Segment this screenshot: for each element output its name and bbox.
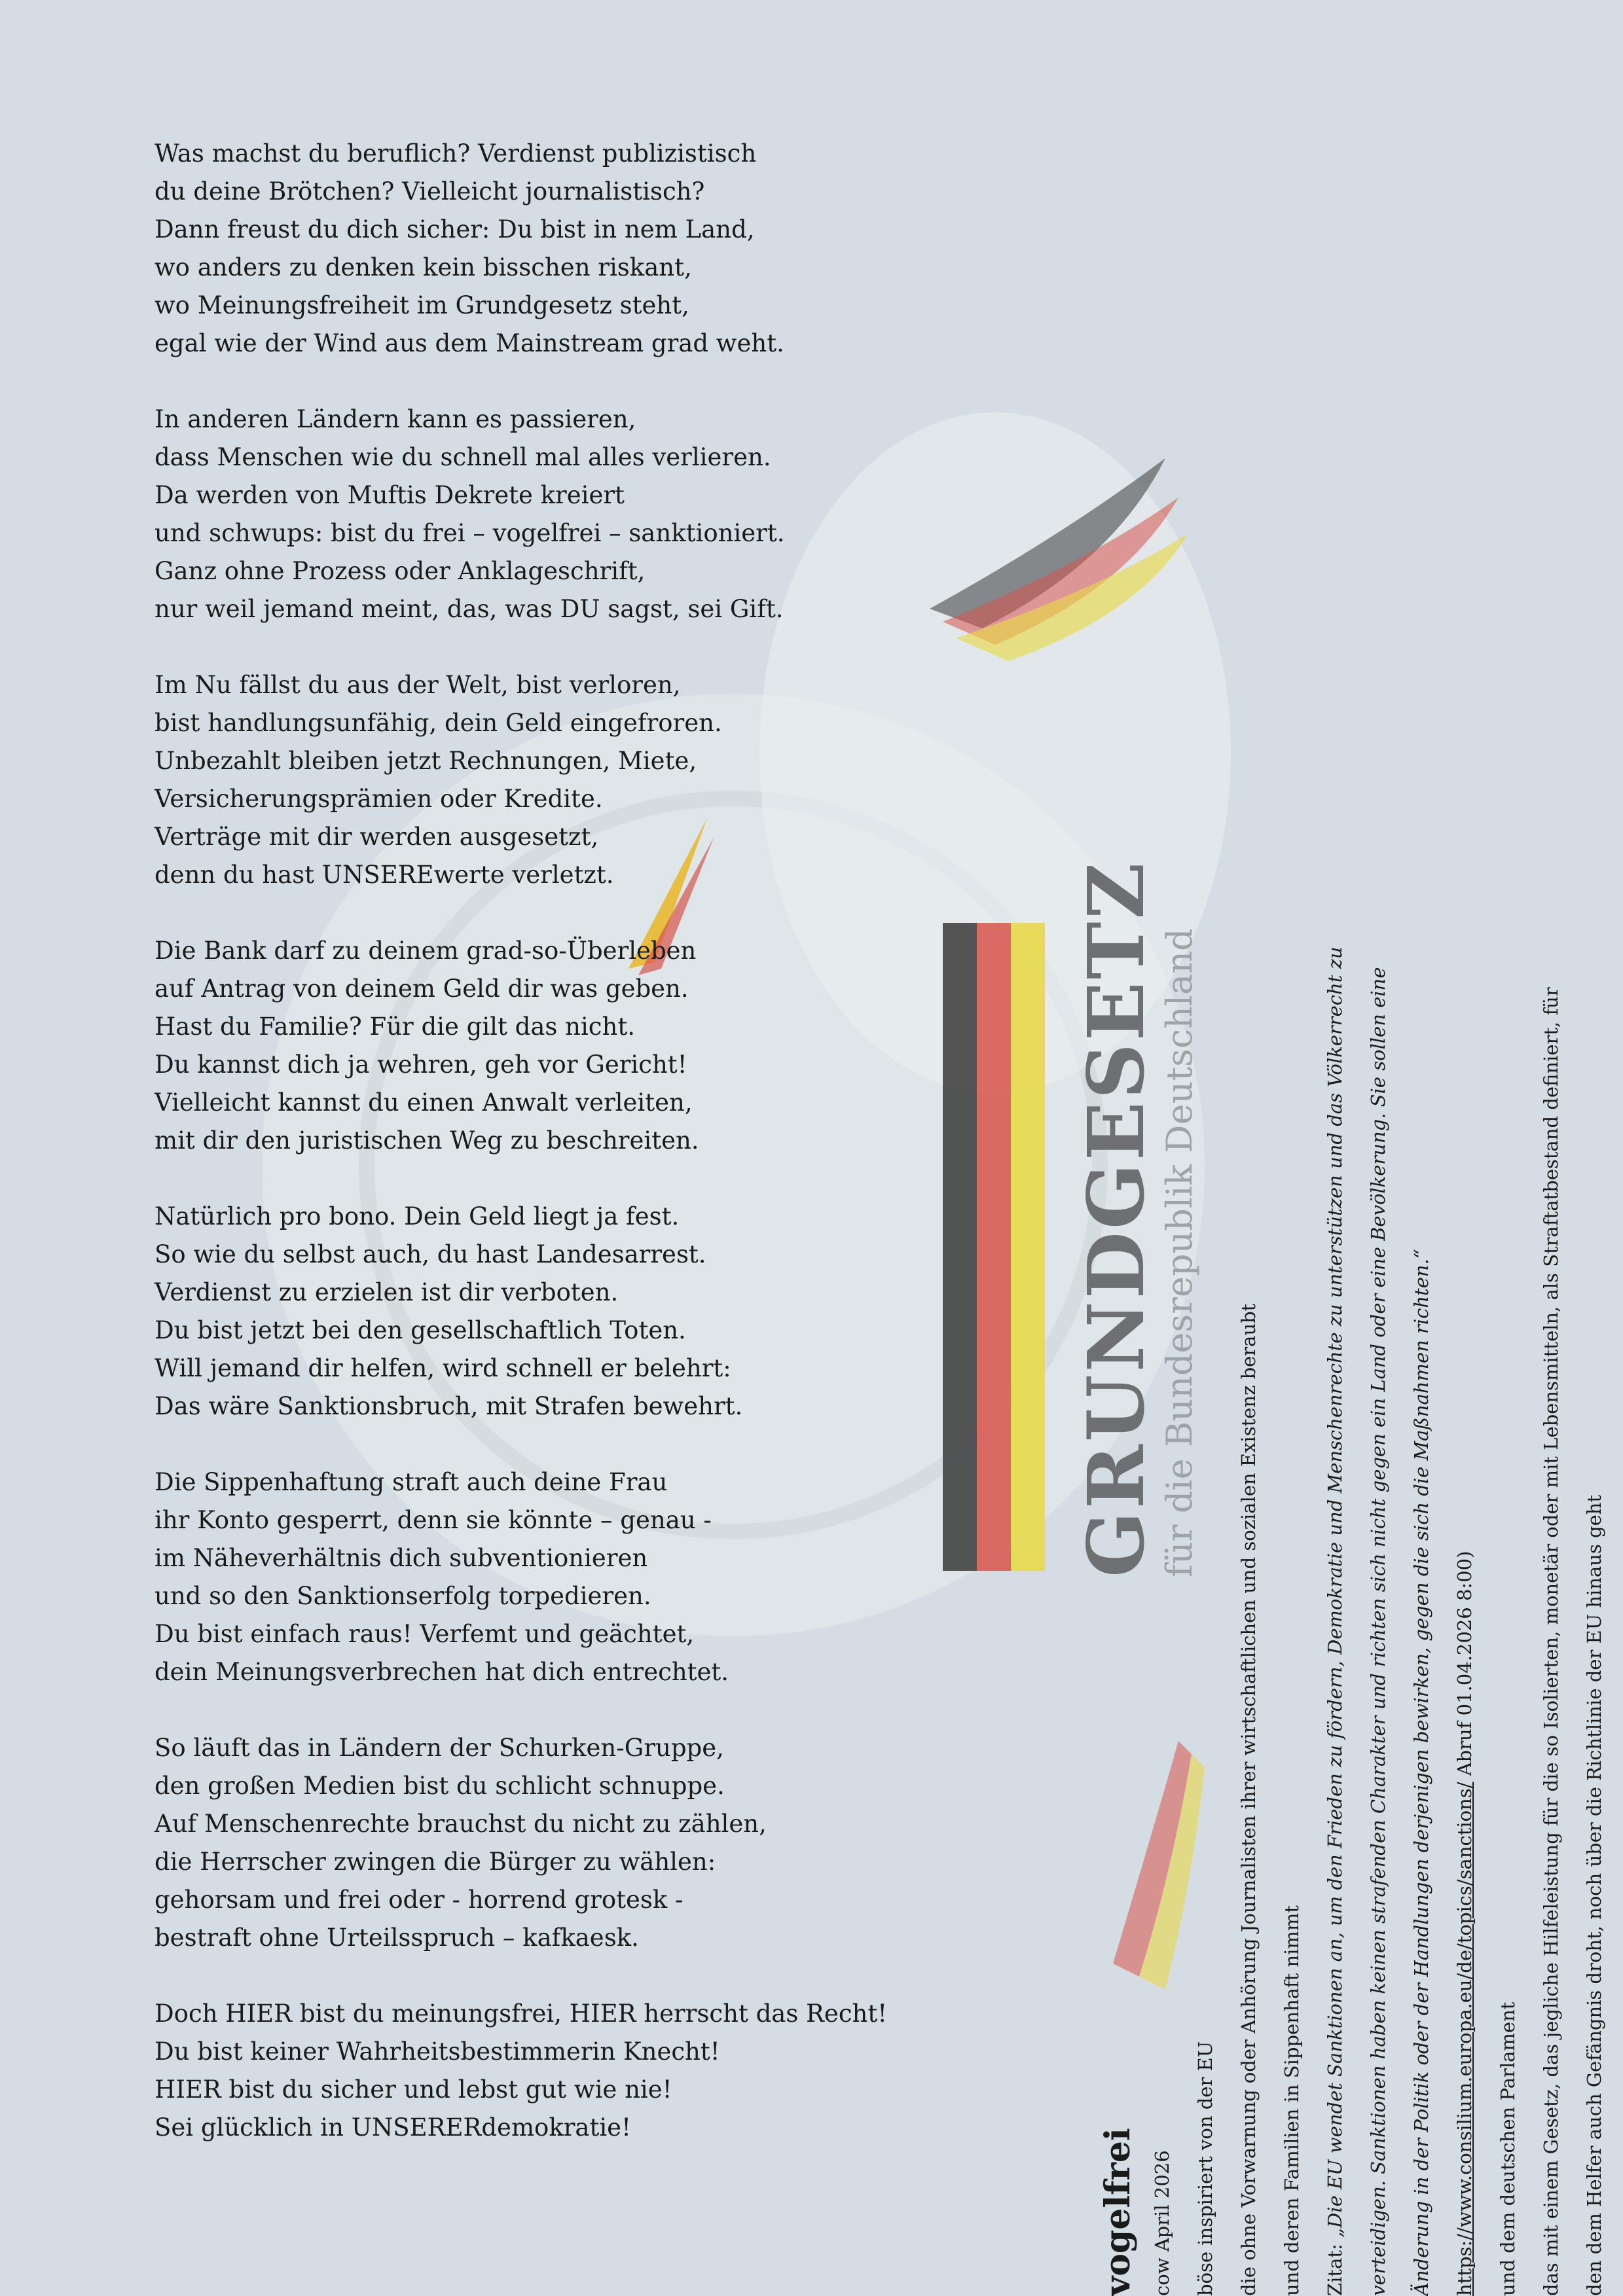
poem-line: mit dir den juristischen Weg zu beschreiten. — [155, 1126, 699, 1155]
poem-line: ihr Konto gesperrt, denn sie könnte – genau - — [155, 1506, 712, 1534]
poem-line: Verträge mit dir werden ausgesetzt, — [155, 823, 599, 851]
poem-line: So wie du selbst auch, du hast Landesarrest. — [155, 1240, 706, 1268]
poem-line: Das wäre Sanktionsbruch, mit Strafen bewehrt. — [155, 1392, 743, 1420]
note-line: und deren Familien in Sippenhaft nimmt — [1281, 1905, 1303, 2296]
poem — [155, 135, 1006, 2185]
poem-line: Die Bank darf zu deinem grad-so-Überleben — [155, 937, 697, 965]
flag-stripe-gold — [1011, 923, 1045, 1571]
poem-line: du deine Brötchen? Vielleicht journalistisch? — [155, 177, 705, 206]
poem-line: Unbezahlt bleiben jetzt Rechnungen, Miete, — [155, 747, 697, 775]
quote-line-2: verteidigen. Sanktionen haben keinen strafenden Charakter und richten sich nicht gegen ein Land oder eine Bevölkerung. Sie sollen eine — [1367, 967, 1389, 2296]
stanza — [155, 1995, 1006, 2147]
quote-line-1 — [1313, 660, 1357, 2296]
poem-line: Du bist keiner Wahrheitsbestimmerin Knecht! — [155, 2037, 720, 2066]
poem-line: Die Sippenhaftung straft auch deine Frau — [155, 1468, 668, 1496]
stanza — [155, 1729, 1006, 1957]
source-line — [1443, 660, 1486, 2296]
quote-text: „Die EU wendet Sanktionen an, um den Frieden zu fördern, Demokratie und Menschenrechte zu unterstützen und das Völkerrecht zu — [1324, 946, 1346, 2238]
poem-line: und so den Sanktionserfolg torpedieren. — [155, 1582, 651, 1610]
note-line: böse inspiriert von der EU — [1194, 2041, 1216, 2296]
quote-line-3: Änderung in der Politik oder der Handlungen derjenigen bewirken, gegen die sich die Maßnahmen richten.“ — [1410, 1249, 1432, 2296]
poem-line: Du bist einfach raus! Verfemt und geächtet, — [155, 1620, 695, 1648]
poem-line: Was machst du beruflich? Verdienst publizistisch — [155, 139, 757, 168]
stanza — [155, 135, 1006, 363]
poem-line: nur weil jemand meint, das, was DU sagst, sei Gift. — [155, 595, 784, 623]
poem-line: Verdienst zu erzielen ist dir verboten. — [155, 1278, 619, 1306]
poem-line: die Herrscher zwingen die Bürger zu wählen: — [155, 1848, 716, 1876]
poem-line: Doch HIER bist du meinungsfrei, HIER herrscht das Recht! — [155, 2000, 888, 2028]
poem-line: Auf Menschenrechte brauchst du nicht zu zählen, — [155, 1810, 767, 1838]
note-line: und dem deutschen Parlament — [1497, 2001, 1519, 2296]
poem-line: egal wie der Wind aus dem Mainstream grad weht. — [155, 329, 784, 357]
poem-line: So läuft das in Ländern der Schurken-Gruppe, — [155, 1734, 724, 1762]
poem-line: dein Meinungsverbrechen hat dich entrechtet. — [155, 1658, 729, 1686]
poem-line: gehorsam und frei oder - horrend grotesk - — [155, 1886, 684, 1914]
note-line: den dem Helfer auch Gefängnis droht, noch über die Richtlinie der EU hinaus geht — [1583, 1494, 1605, 2296]
poem-title: vogelfrei — [1098, 2128, 1138, 2296]
poem-line: Will jemand dir helfen, wird schnell er belehrt: — [155, 1354, 731, 1382]
poem-line: im Näheverhältnis dich subventionieren — [155, 1544, 648, 1572]
poem-line: In anderen Ländern kann es passieren, — [155, 405, 636, 433]
book-title: GRUNDGESETZ — [1070, 860, 1161, 1577]
poem-line: Sei glücklich in UNSERERdemokratie! — [155, 2113, 631, 2142]
author-date: cow April 2026 — [1151, 2150, 1173, 2296]
stanza — [155, 666, 1006, 894]
stanza — [155, 932, 1006, 1160]
poem-line: bestraft ohne Urteilsspruch – kafkaesk. — [155, 1924, 639, 1952]
poem-line: Im Nu fällst du aus der Welt, bist verloren, — [155, 671, 681, 699]
book-subtitle: für die Bundesrepublik Deutschland — [1159, 928, 1200, 1577]
stanza — [155, 1463, 1006, 1691]
poem-line: auf Antrag von deinem Geld dir was geben. — [155, 975, 689, 1003]
poem-line: den großen Medien bist du schlicht schnuppe. — [155, 1772, 725, 1800]
poem-line: Hast du Familie? Für die gilt das nicht. — [155, 1013, 635, 1041]
poem-line: Da werden von Muftis Dekrete kreiert — [155, 481, 625, 509]
side-notes — [1096, 660, 1616, 2296]
poem-line: bist handlungsunfähig, dein Geld eingefroren. — [155, 709, 722, 737]
note-line: das mit einem Gesetz, das jegliche Hilfeleistung für die so Isolierten, monetär oder mit Lebensmitteln, als Straftatbestand definiert, für — [1540, 987, 1562, 2296]
stanza — [155, 1198, 1006, 1426]
poem-line: denn du hast UNSEREwerte verletzt. — [155, 861, 614, 889]
poem-line: HIER bist du sicher und lebst gut wie nie! — [155, 2075, 672, 2104]
poem-line: Versicherungsprämien oder Kredite. — [155, 785, 603, 813]
poem-line: Du kannst dich ja wehren, geh vor Gericht! — [155, 1050, 687, 1079]
poem-line: dass Menschen wie du schnell mal alles verlieren. — [155, 443, 771, 471]
stanza — [155, 401, 1006, 628]
quote-prefix: Zitat: — [1324, 2237, 1346, 2296]
poem-line: Vielleicht kannst du einen Anwalt verleiten, — [155, 1088, 693, 1117]
source-link[interactable]: https://www.consilium.europa.eu/de/topics/sanctions/ — [1453, 1782, 1476, 2296]
poem-line: Du bist jetzt bei den gesellschaftlich Toten. — [155, 1316, 686, 1344]
poem-line: Ganz ohne Prozess oder Anklageschrift, — [155, 557, 646, 585]
poem-line: Dann freust du dich sicher: Du bist in nem Land, — [155, 215, 755, 243]
note-line: die ohne Vorwarnung oder Anhörung Journalisten ihrer wirtschaftlichen und sozialen Existenz beraubt — [1237, 1303, 1260, 2296]
poem-line: Natürlich pro bono. Dein Geld liegt ja fest. — [155, 1202, 680, 1230]
source-suffix: Abruf 01.04.2026 8:00) — [1453, 1551, 1476, 1782]
poem-line: wo anders zu denken kein bisschen riskant, — [155, 253, 692, 281]
poem-line: wo Meinungsfreiheit im Grundgesetz steht, — [155, 291, 689, 319]
poem-line: und schwups: bist du frei – vogelfrei – sanktioniert. — [155, 519, 785, 547]
